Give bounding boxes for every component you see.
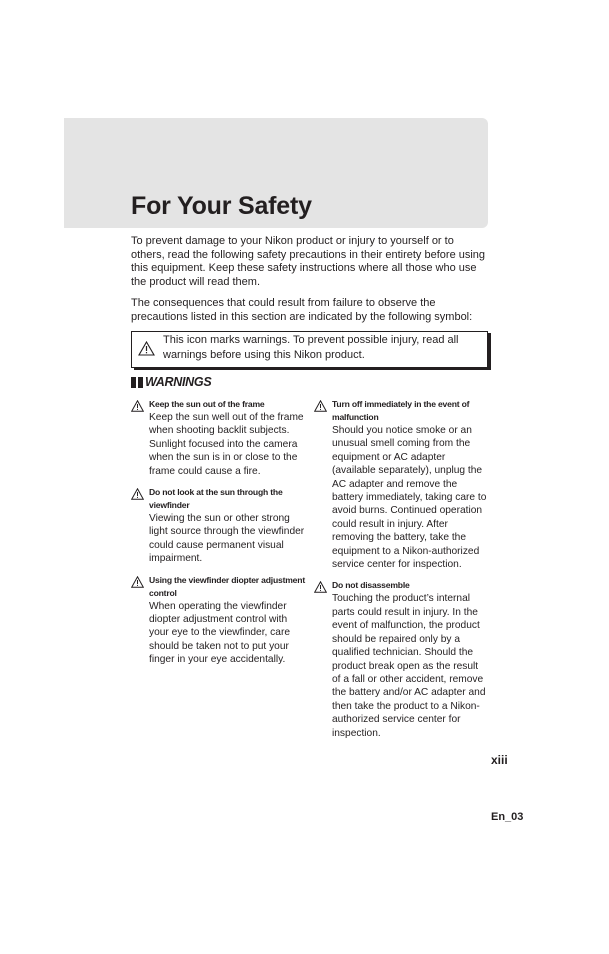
warning-triangle-icon	[131, 575, 144, 593]
warning-item	[131, 486, 306, 566]
warning-item-body: Touching the product’s internal parts could result in injury. In the event of malfunction, the product should be repaired only by a qualified technician. Should the product break open as the result of a fall or other accident, remove the battery and/or AC adapter and then take the product to a Nikon-authorized service center for inspection.	[332, 593, 486, 739]
warnings-column-left	[131, 398, 306, 675]
warning-triangle-icon	[138, 341, 155, 361]
warning-triangle-icon	[314, 580, 327, 598]
warning-item-body: When operating the viewfinder diopter adjustment control with your eye to the viewfinder, care should be taken not to put your finger in your eye accidentally.	[149, 600, 291, 666]
section-marker-icon	[131, 377, 143, 388]
warning-item	[131, 398, 306, 478]
warning-triangle-icon	[314, 399, 327, 417]
warning-item-body: Viewing the sun or other strong light source through the viewfinder could cause permanent visual impairment.	[149, 513, 305, 565]
warning-item-title: Do not look at the sun through the viewfinder	[149, 487, 283, 511]
warning-triangle-icon	[131, 399, 144, 417]
warning-item	[314, 398, 489, 571]
warnings-column-right	[314, 398, 489, 748]
intro-paragraph: The consequences that could result from failure to observe the precautions listed in this section are indicated by the following symbol:	[131, 297, 473, 323]
section-title: WARNINGS	[145, 375, 212, 389]
warning-item-body: Keep the sun well out of the frame when shooting backlit subjects. Sunlight focused into the camera when the sun is in or close to the frame could cause a fire.	[149, 412, 304, 477]
warnings-heading	[131, 374, 211, 390]
warning-item-body: Should you notice smoke or an unusual smell coming from the equipment or AC adapter (available separately), unplug the AC adapter and remove the battery immediately, taking care to avoid burns. Continued operation could result in injury. After removing the battery, take the equipment to a Nikon-authorized service center for inspection.	[332, 425, 487, 571]
intro-paragraph: To prevent damage to your Nikon product or injury to yourself or to others, read the following safety precautions in their entirety before using this equipment. Keep these safety instructions where all those who use the product will read them.	[131, 235, 486, 288]
warning-triangle-icon	[131, 487, 144, 505]
document-code: En_03	[491, 811, 524, 823]
page-number: xiii	[491, 753, 508, 767]
warning-item-title: Using the viewfinder diopter adjustment control	[149, 574, 305, 598]
warning-item	[131, 574, 306, 667]
warning-symbol-box	[131, 331, 488, 368]
warning-item-title: Do not disassemble	[332, 580, 410, 591]
warning-item-title: Keep the sun out of the frame	[149, 399, 265, 409]
warning-symbol-text: This icon marks warnings. To prevent possible injury, read all warnings before using this Nikon product.	[163, 334, 459, 361]
warning-item-title: Turn off immediately in the event of malfunction	[332, 399, 470, 422]
page-title: For Your Safety	[131, 192, 312, 220]
warning-item	[314, 579, 489, 739]
